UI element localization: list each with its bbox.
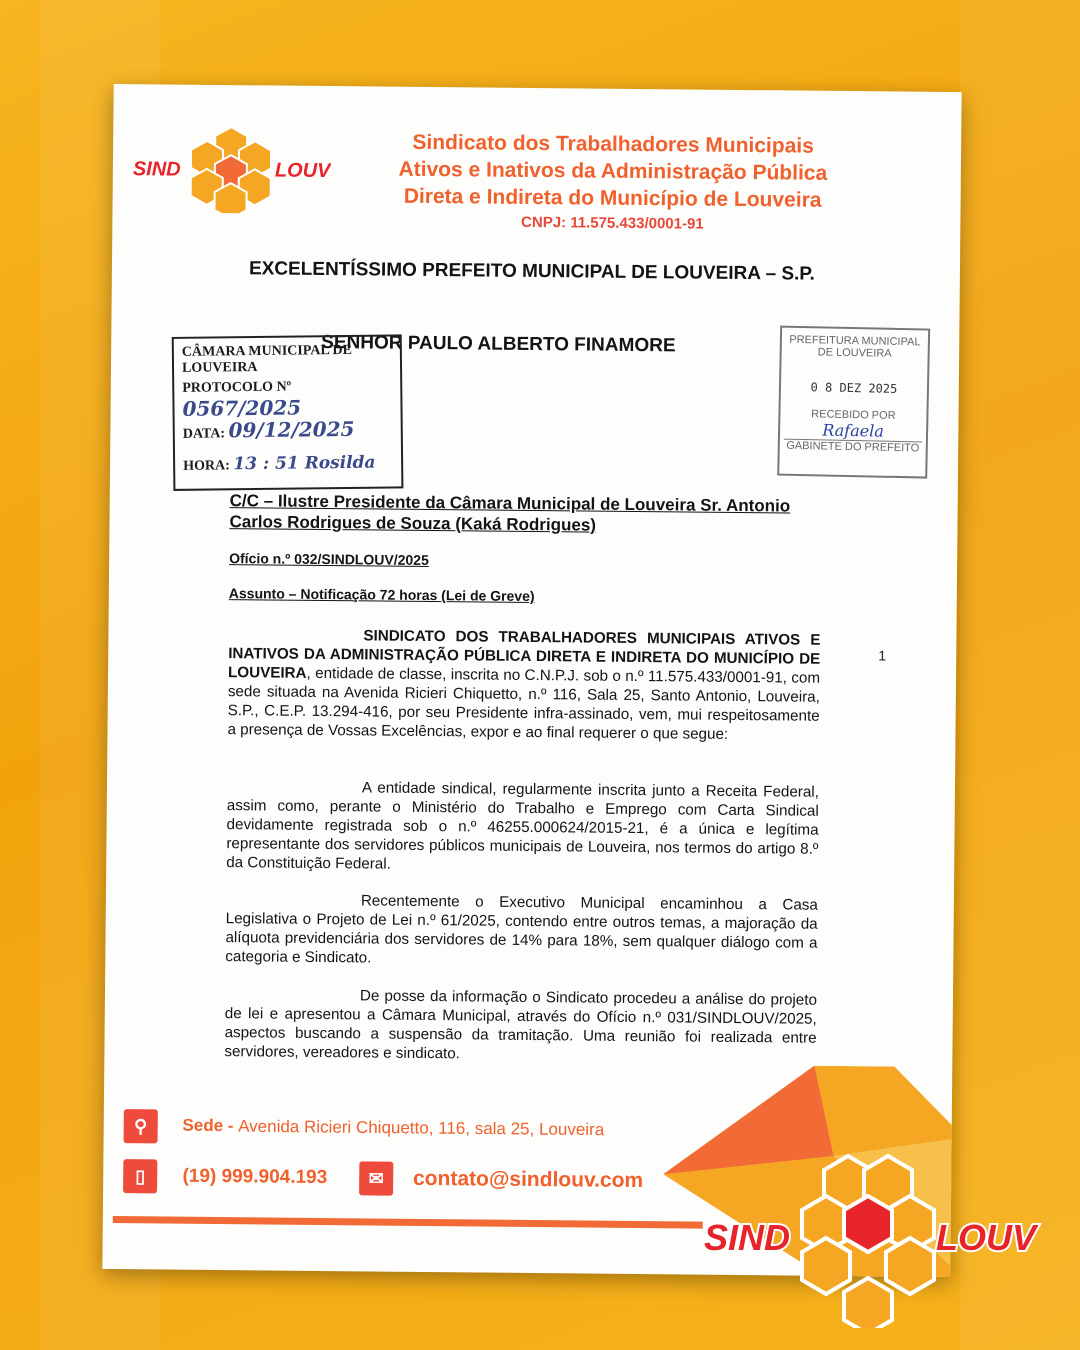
paragraph-4 bbox=[224, 985, 817, 1067]
prefeitura-date: 0 8 DEZ 2025 bbox=[810, 380, 898, 396]
header-line-3: Direta e Indireta do Município de Louveira bbox=[403, 184, 822, 212]
recebido-signature: Rafaela bbox=[822, 420, 885, 441]
pin-icon: ⚲ bbox=[124, 1109, 158, 1143]
prefeitura-line-1: PREFEITURA MUNICIPAL bbox=[789, 333, 921, 349]
footer-email-row bbox=[359, 1161, 643, 1198]
sindlouv-logo-icon bbox=[130, 122, 331, 214]
footer-contacts bbox=[124, 1109, 684, 1192]
paragraph-4-text: De posse da informação o Sindicato procedeu a análise do projeto de lei e apresentou a Câmara Municipal, através do Ofício n.º 031/SINDLOUV/2025, aspectos buscando a suspensão da tramitação. Uma reunião foi realizada entre servidores, vereadores e sindicato. bbox=[224, 987, 818, 1063]
phone-icon: ▯ bbox=[123, 1159, 157, 1193]
paragraph-2 bbox=[226, 777, 819, 878]
footer-address-row bbox=[124, 1109, 605, 1148]
protocolo-label: PROTOCOLO Nº bbox=[182, 379, 292, 396]
hora-value: 13 : 51 Rosilda bbox=[233, 452, 376, 475]
prefeitura-received-stamp bbox=[777, 326, 930, 479]
header-line-2: Ativos e Inativos da Administração Pública bbox=[398, 157, 828, 185]
paragraph-1 bbox=[227, 625, 820, 745]
oficio-number: Ofício n.º 032/SINDLOUV/2025 bbox=[229, 550, 429, 569]
logo-right-text: LOUV bbox=[274, 159, 331, 183]
data-row bbox=[183, 417, 355, 443]
paragraph-1-bold: SINDICATO DOS TRABALHADORES MUNICIPAIS ATIVOS E INATIVOS DA ADMINISTRAÇÃO PÚBLICA DIRETA E INDIRETA DO MUNICÍPIO DE LOUVEIRA bbox=[227, 627, 821, 682]
protocolo-value: 0567/2025 bbox=[182, 395, 302, 421]
big-logo-left-text: SIND bbox=[704, 1217, 791, 1258]
paragraph-3 bbox=[225, 890, 818, 972]
cc-line: C/C – Ilustre Presidente da Câmara Municipal de Louveira Sr. Antonio Carlos Rodrigues de Souza (Kaká Rodrigues) bbox=[229, 491, 791, 535]
big-logo-right-text: LOUV bbox=[936, 1217, 1037, 1258]
phone-number: (19) 999.904.193 bbox=[182, 1165, 328, 1189]
gabinete: GABINETE DO PREFEITO bbox=[784, 439, 922, 455]
mail-icon: ✉ bbox=[359, 1161, 393, 1195]
addressee: SENHOR PAULO ALBERTO FINAMORE bbox=[321, 331, 676, 357]
hora-label: HORA: bbox=[183, 458, 230, 474]
logo-left-text: SIND bbox=[132, 158, 181, 181]
union-header bbox=[362, 128, 863, 238]
hora-row bbox=[183, 453, 376, 475]
stamp-title: CÂMARA MUNICIPAL DE LOUVEIRA bbox=[181, 342, 353, 376]
protocolo-row bbox=[182, 378, 400, 420]
camara-protocol-stamp bbox=[172, 334, 404, 491]
header-cnpj: CNPJ: 11.575.433/0001-91 bbox=[520, 213, 704, 233]
page-number: 1 bbox=[878, 647, 887, 664]
data-value: 09/12/2025 bbox=[228, 416, 355, 443]
data-label: DATA: bbox=[182, 426, 226, 442]
recebido-por: RECEBIDO POR bbox=[811, 408, 896, 422]
document-page bbox=[102, 84, 961, 1277]
paragraph-3-text: Recentemente o Executivo Municipal encaminhou a Casa Legislativa o Projeto de Lei n.º 61/2025, contendo entre outros temas, a majoração da alíquota previdenciária dos servidores de 14% para 18%, sem qualquer diálogo com a categoria e Sindicato. bbox=[225, 892, 818, 967]
subject-line: Assunto – Notificação 72 horas (Lei de Greve) bbox=[228, 585, 535, 605]
sede-label: Sede - bbox=[182, 1116, 239, 1136]
document-title: EXCELENTÍSSIMO PREFEITO MUNICIPAL DE LOUVEIRA – S.P. bbox=[248, 258, 815, 285]
email-address: contato@sindlouv.com bbox=[412, 1166, 644, 1192]
footer-phone-row bbox=[123, 1159, 327, 1195]
sindlouv-large-logo-icon bbox=[700, 1148, 1050, 1328]
paragraph-1-text: , entidade de classe, inscrita no C.N.P.J. sob o n.º 11.575.433/0001-91, com sede situada na Avenida Ricieri Chiquetto, n.º 116, Sala 25, Santo Antonio, Louveira, S.P., C.E.P. 13.294-416, por seu Presidente infra-assinado, vem, mui respeitosamente a presença de Vossas Excelências, expor e ao final requerer o que segue: bbox=[227, 664, 821, 743]
paragraph-2-text: A entidade sindical, regularmente inscrita junto a Receita Federal, assim como, perante o Ministério do Trabalho e Emprego com Carta Sindical devidamente registrada sob o n.º 46255.000624/2015-21, é a única e legítima representante dos servidores públicos municipais de Louveira, nos termos do artigo 8.º da Constituição Federal. bbox=[226, 779, 820, 873]
header-line-1: Sindicato dos Trabalhadores Municipais bbox=[412, 130, 814, 158]
prefeitura-line-2: DE LOUVEIRA bbox=[817, 346, 892, 360]
footer-rule bbox=[113, 1216, 703, 1229]
sede-value: Avenida Ricieri Chiquetto, 116, sala 25, Louveira bbox=[238, 1116, 605, 1140]
